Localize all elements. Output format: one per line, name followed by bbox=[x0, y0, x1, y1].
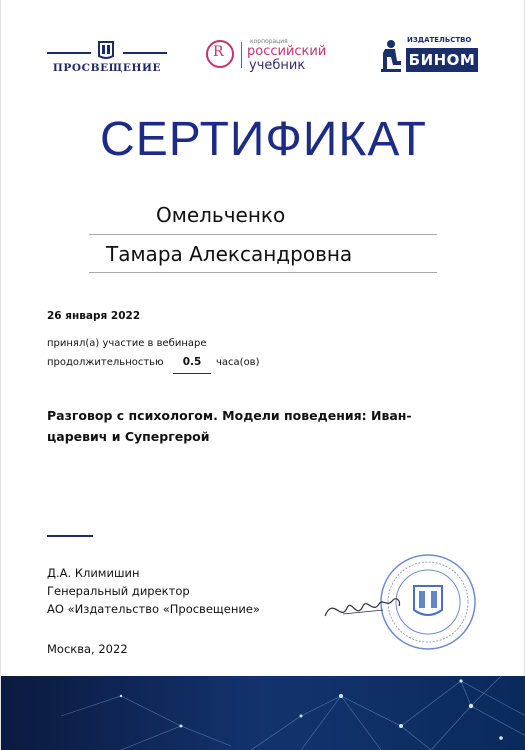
webinar-topic: Разговор с психологом. Модели поведения: Иван-царевич и Супергерой bbox=[47, 408, 412, 444]
handwritten-signature bbox=[323, 586, 403, 626]
city-year: Москва, 2022 bbox=[47, 642, 128, 656]
rus-logo-small-text: корпорация bbox=[250, 38, 288, 45]
signature-accent-bar bbox=[47, 535, 93, 537]
prosveshchenie-wordmark: ПРОСВЕЩЕНИЕ bbox=[52, 62, 162, 74]
prosveshchenie-logo bbox=[47, 38, 167, 74]
rus-logo-line1: российский bbox=[247, 44, 327, 59]
logo-rule-left bbox=[47, 52, 91, 54]
binom-logo bbox=[379, 36, 479, 76]
event-date: 26 января 2022 bbox=[47, 310, 141, 322]
prosveshchenie-emblem-icon bbox=[97, 40, 115, 60]
footer-network-banner bbox=[1, 676, 525, 750]
duration-unit: часа(ов) bbox=[216, 357, 260, 368]
seated-reader-icon bbox=[379, 39, 403, 73]
name-underline-2 bbox=[89, 272, 437, 273]
recipient-surname: Омельченко bbox=[156, 203, 286, 227]
binom-logo-small-text: ИЗДАТЕЛЬСТВО bbox=[407, 36, 472, 44]
binom-logo-box: БИНОМ bbox=[406, 48, 478, 72]
logo-divider bbox=[241, 42, 242, 68]
duration-value: 0.5 bbox=[182, 356, 202, 368]
signatory-position: Генеральный директор bbox=[47, 584, 190, 598]
ru-circle-icon: R bbox=[206, 40, 234, 68]
participation-text: принял(а) участие в вебинаре bbox=[47, 338, 207, 349]
rossiyskiy-uchebnik-logo bbox=[206, 38, 346, 74]
recipient-given-names: Тамара Александровна bbox=[106, 242, 353, 266]
logo-rule-right bbox=[123, 52, 167, 54]
signatory-company: АО «Издательство «Просвещение» bbox=[47, 602, 260, 616]
signatory-name: Д.А. Климишин bbox=[47, 566, 140, 580]
certificate-title: СЕРТИФИКАТ bbox=[100, 113, 427, 166]
duration-underline bbox=[173, 373, 211, 374]
rus-logo-line2: учебник bbox=[249, 58, 306, 73]
duration-label: продолжительностью bbox=[47, 357, 164, 368]
name-underline-1 bbox=[89, 234, 437, 235]
